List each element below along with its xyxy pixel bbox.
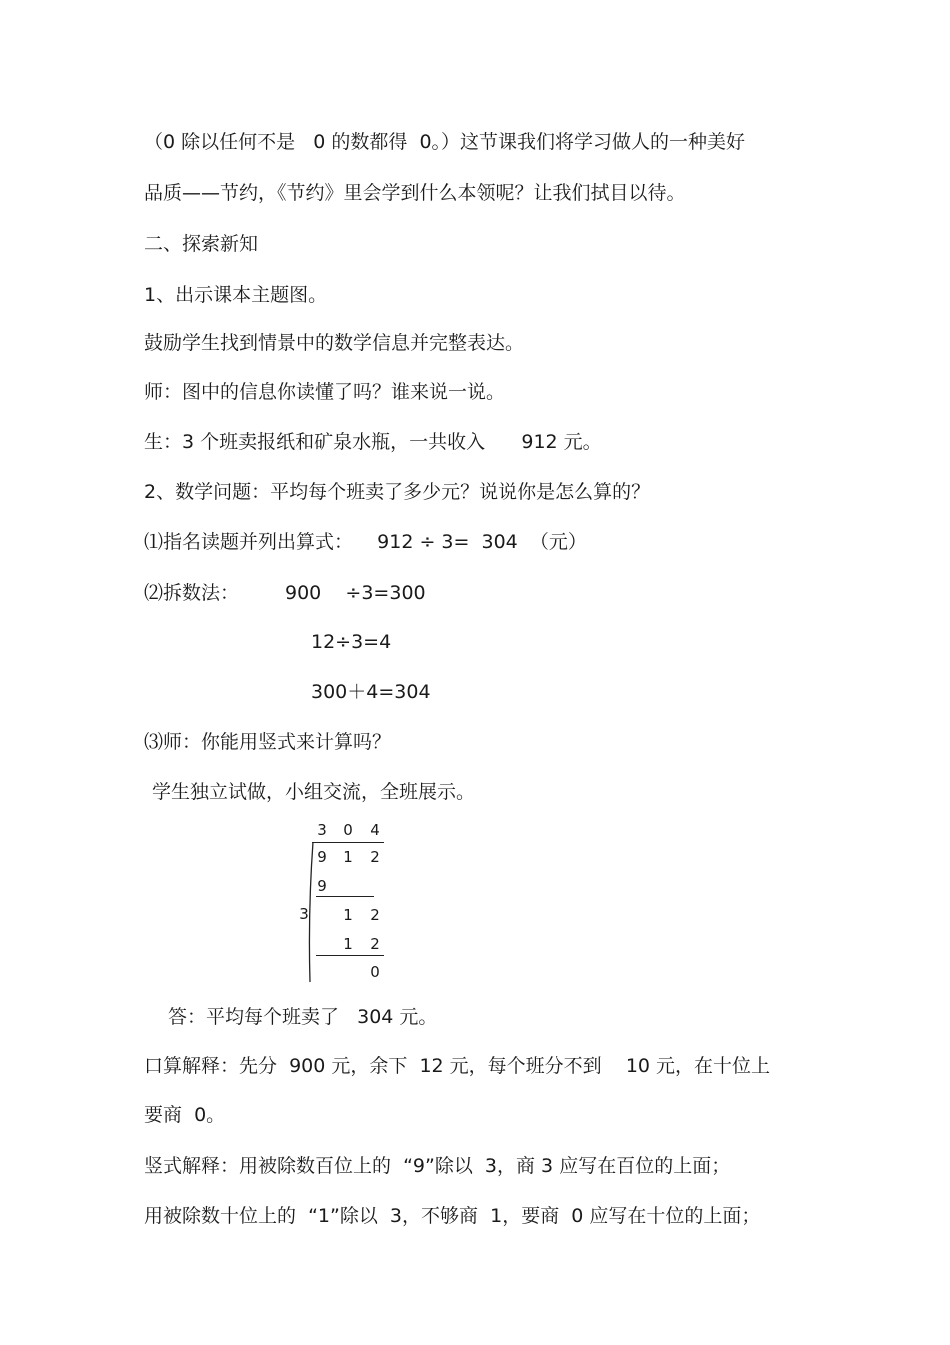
quotient-digit: 0 <box>343 821 353 839</box>
split-step-3: 300＋4=304 <box>311 681 431 703</box>
step-line <box>316 955 384 956</box>
dividend-digit: 2 <box>370 848 380 866</box>
text-line-11: ⑶师：你能用竖式来计算吗？ <box>144 731 392 753</box>
section-heading: 二、探索新知 <box>144 233 259 255</box>
text-line-14: 口算解释：先分 900 元，余下 12 元，每个班分不到 10 元，在十位上 <box>144 1055 771 1077</box>
text-line-7: 生：3 个班卖报纸和矿泉水瓶，一共收入 912 元。 <box>144 431 602 453</box>
divisor: 3 <box>299 905 309 923</box>
text-line-1: （0 除以任何不是 0 的数都得 0。）这节课我们将学习做人的一种美好 <box>144 131 746 153</box>
split-step-2: 12÷3=4 <box>311 631 392 653</box>
step-digit: 2 <box>370 906 380 924</box>
text-line-6: 师：图中的信息你读懂了吗？谁来说一说。 <box>144 381 506 403</box>
text-line-9: ⑴指名读题并列出算式： 912 ÷ 3= 304 （元） <box>144 531 587 553</box>
dividend-digit: 9 <box>317 848 327 866</box>
text-line-16: 竖式解释：用被除数百位上的 “9”除以 3，商 3 应写在百位的上面； <box>144 1155 731 1177</box>
quotient-digit: 4 <box>370 821 380 839</box>
text-line-5: 鼓励学生找到情景中的数学信息并完整表达。 <box>144 332 525 354</box>
quotient-digit: 3 <box>317 821 327 839</box>
step-digit: 1 <box>343 906 353 924</box>
answer-line: 答：平均每个班卖了 304 元。 <box>168 1006 438 1028</box>
step-digit: 9 <box>317 877 327 895</box>
text-line-2: 品质——节约，《节约》里会学到什么本领呢？让我们拭目以待。 <box>144 182 686 204</box>
text-line-12: 学生独立试做，小组交流，全班展示。 <box>152 781 476 803</box>
step-digit: 2 <box>370 935 380 953</box>
division-bar <box>312 842 384 843</box>
step-line <box>316 896 374 897</box>
text-line-15: 要商 0。 <box>144 1104 226 1126</box>
remainder: 0 <box>370 963 380 981</box>
text-line-17: 用被除数十位上的 “1”除以 3，不够商 1，要商 0 应写在十位的上面； <box>144 1205 761 1227</box>
split-step-1: 900 ÷3=300 <box>285 582 426 604</box>
step-digit: 1 <box>343 935 353 953</box>
text-line-10: ⑵拆数法： <box>144 582 240 604</box>
dividend-digit: 1 <box>343 848 353 866</box>
text-line-8: 2、数学问题：平均每个班卖了多少元？说说你是怎么算的？ <box>144 481 651 503</box>
text-line-4: 1、出示课本主题图。 <box>144 284 328 306</box>
